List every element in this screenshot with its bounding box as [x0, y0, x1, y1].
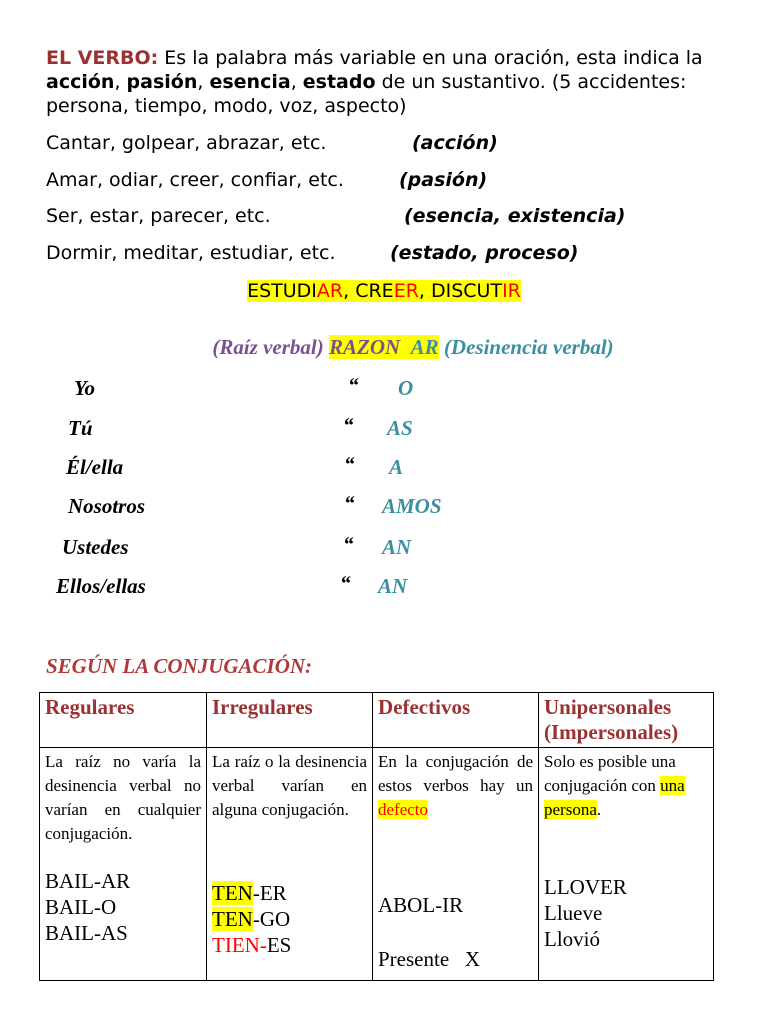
- cell-example: [212, 880, 367, 906]
- ditto-mark: “: [340, 571, 351, 595]
- term-estado: estado: [302, 71, 376, 93]
- root-label: (Raíz verbal): [212, 335, 324, 359]
- example-category: (estado, proceso): [390, 242, 579, 264]
- header-regulares: Regulares: [40, 693, 207, 748]
- verb-root: CRE: [355, 280, 394, 302]
- example-row: [46, 169, 488, 191]
- example-ending: ES: [266, 933, 292, 957]
- verb-root: ESTUDI: [247, 280, 317, 302]
- cell-irregulares: [207, 748, 373, 981]
- ending-label: (Desinencia verbal): [443, 335, 614, 359]
- highlighted-root: TEN: [212, 907, 253, 931]
- cell-example: Llovió: [544, 927, 600, 951]
- pronoun: Ustedes: [62, 535, 129, 559]
- section-title: SEGÚN LA CONJUGACIÓN:: [46, 654, 313, 678]
- conjugation-table: [39, 692, 714, 981]
- cell-unipersonales: [539, 748, 714, 981]
- example-ending: -ER: [252, 881, 287, 905]
- ditto-mark: “: [343, 532, 354, 556]
- example-row: [46, 242, 579, 264]
- example-ending: AR: [410, 335, 439, 359]
- example-ending: -GO: [252, 907, 291, 931]
- ending: AN: [378, 574, 408, 598]
- table-header-row: [40, 693, 714, 748]
- pronoun: Él/ella: [66, 455, 124, 479]
- ditto-mark: “: [344, 491, 355, 515]
- separator: ,: [290, 71, 303, 93]
- ending: A: [389, 455, 404, 479]
- separator: ,: [343, 280, 356, 302]
- example-root: RAZON: [328, 335, 401, 359]
- root-ending-line: [0, 335, 768, 360]
- cell-description: La raíz no varía la desinencia verbal no varían en cualquier conjugación.: [45, 752, 201, 843]
- example-category: (acción): [412, 132, 498, 154]
- header-unipersonales: Unipersonales (Impersonales): [539, 693, 714, 748]
- cell-example: [212, 906, 367, 932]
- description-text: Solo es posible una conjugación con: [544, 752, 676, 795]
- ditto-mark: “: [344, 452, 355, 476]
- ending: AN: [382, 535, 412, 559]
- header-irregulares: Irregulares: [207, 693, 373, 748]
- highlighted-verbs: [247, 280, 521, 302]
- pronoun: Tú: [68, 416, 93, 440]
- cell-example: BAIL-O: [45, 895, 117, 919]
- intro-text: Es la palabra más variable en una oración, esta indica la: [158, 47, 703, 69]
- cell-example: LLOVER: [544, 875, 627, 899]
- cell-description: [378, 750, 533, 822]
- irregular-root: TIEN-: [212, 933, 267, 957]
- term-accion: acción: [46, 71, 115, 93]
- cell-description: La raíz o la desinencia verbal varían en alguna conjugación.: [212, 752, 367, 819]
- cell-regulares: [40, 748, 207, 981]
- example-verbs: Amar, odiar, creer, confiar, etc.: [46, 169, 344, 191]
- tense-label: Presente: [378, 947, 450, 971]
- cell-example: ABOL-IR: [378, 893, 464, 917]
- example-verb: [329, 335, 439, 359]
- cell-example: Llueve: [544, 901, 603, 925]
- intro-paragraph: [46, 46, 736, 118]
- pronoun: Yo: [74, 376, 95, 400]
- separator: ,: [197, 71, 210, 93]
- separator: ,: [418, 280, 431, 302]
- pronoun: Nosotros: [68, 494, 146, 518]
- verb-ending: AR: [316, 280, 344, 302]
- highlighted-word: defecto: [378, 800, 429, 819]
- ending: O: [398, 376, 414, 400]
- example-row: [46, 205, 626, 227]
- example-verbs: Ser, estar, parecer, etc.: [46, 205, 271, 227]
- highlighted-root: TEN: [212, 881, 253, 905]
- cell-defectivos: [373, 748, 539, 981]
- example-row: [46, 132, 498, 154]
- term-pasion: pasión: [126, 71, 198, 93]
- example-category: (esencia, existencia): [404, 205, 626, 227]
- description-end: .: [596, 800, 602, 819]
- ending: AS: [387, 416, 413, 440]
- ending: AMOS: [382, 494, 442, 518]
- cell-example: BAIL-AS: [45, 921, 128, 945]
- separator: ,: [114, 71, 127, 93]
- cell-example: [378, 946, 533, 972]
- pronoun: Ellos/ellas: [56, 574, 146, 598]
- highlighted-word: una persona: [544, 776, 685, 819]
- cell-example: [212, 932, 367, 958]
- cell-example: BAIL-AR: [45, 869, 131, 893]
- term-esencia: esencia: [209, 71, 291, 93]
- cell-description: [544, 750, 708, 822]
- verb-heading: EL VERBO:: [46, 47, 159, 69]
- verb-root: DISCUT: [431, 280, 503, 302]
- header-defectivos: Defectivos: [373, 693, 539, 748]
- description-text: En la conjugación de estos verbos hay un: [378, 752, 533, 795]
- example-verbs: Cantar, golpear, abrazar, etc.: [46, 132, 327, 154]
- ditto-mark: “: [343, 413, 354, 437]
- example-category: (pasión): [399, 169, 488, 191]
- ditto-mark: “: [348, 373, 359, 397]
- verb-examples-line: [0, 280, 768, 302]
- verb-ending: ER: [393, 280, 419, 302]
- table-row: [40, 748, 714, 981]
- missing-mark: X: [464, 947, 481, 971]
- verb-ending: IR: [502, 280, 521, 302]
- intro-text-end: de un sustantivo. (5 accidentes: persona, tiempo, modo, voz, aspecto): [46, 71, 687, 117]
- example-verbs: Dormir, meditar, estudiar, etc.: [46, 242, 336, 264]
